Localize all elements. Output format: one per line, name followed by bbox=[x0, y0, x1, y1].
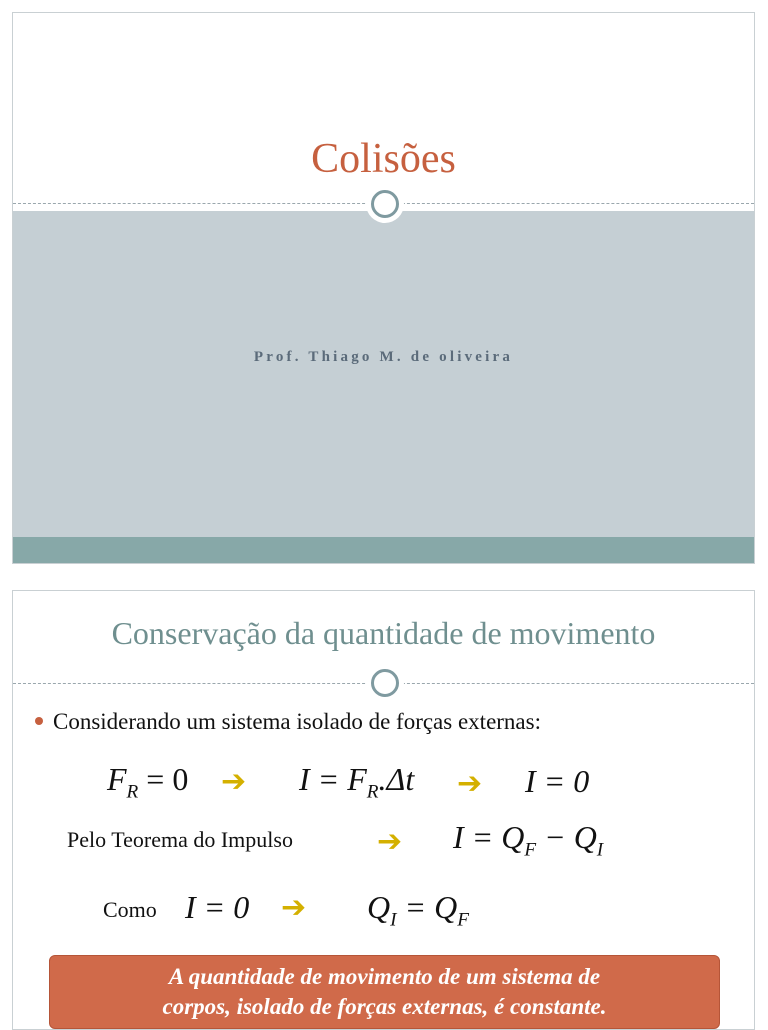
equation-momentum-change: $I = Q_F - Q_I$ bbox=[453, 819, 604, 861]
equation-impulse-zero: I = 0 bbox=[185, 889, 250, 925]
circle-ornament-icon bbox=[366, 664, 404, 702]
callout-line-2: corpos, isolado de forças externas, é constante. bbox=[162, 994, 607, 1019]
footer-bar bbox=[13, 537, 754, 564]
bullet-icon bbox=[35, 717, 43, 725]
right-arrow-icon: ➔ bbox=[221, 764, 247, 799]
right-arrow-icon: ➔ bbox=[377, 824, 403, 859]
title-slide bbox=[12, 12, 755, 564]
subtitle-band bbox=[13, 211, 754, 537]
como-label: Como bbox=[103, 897, 157, 922]
content-slide bbox=[12, 590, 755, 1030]
conclusion-callout bbox=[49, 955, 720, 1029]
right-arrow-icon: ➔ bbox=[281, 890, 307, 925]
equation-impulse: $I = F_R.\Delta t$ bbox=[299, 761, 415, 803]
impulse-theorem-label: Pelo Teorema do Impulso bbox=[67, 827, 293, 852]
slide-title: Conservação da quantidade de movimento bbox=[111, 615, 656, 651]
bullet-item bbox=[35, 709, 541, 735]
callout-line-1: A quantidade de movimento de um sistema de bbox=[168, 964, 601, 989]
right-arrow-icon: ➔ bbox=[457, 766, 483, 801]
equation-impulse-zero: I = 0 bbox=[525, 763, 590, 799]
circle-ornament-icon bbox=[366, 185, 404, 223]
slide-title: Colisões bbox=[311, 136, 456, 182]
equation-momentum-conserved: $Q_I = Q_F$ bbox=[367, 889, 469, 931]
equation-net-force: $F_R = 0$ bbox=[107, 761, 189, 803]
slide-subtitle: Prof. Thiago M. de oliveira bbox=[253, 349, 514, 365]
bullet-text: Considerando um sistema isolado de forças externas: bbox=[53, 709, 541, 734]
